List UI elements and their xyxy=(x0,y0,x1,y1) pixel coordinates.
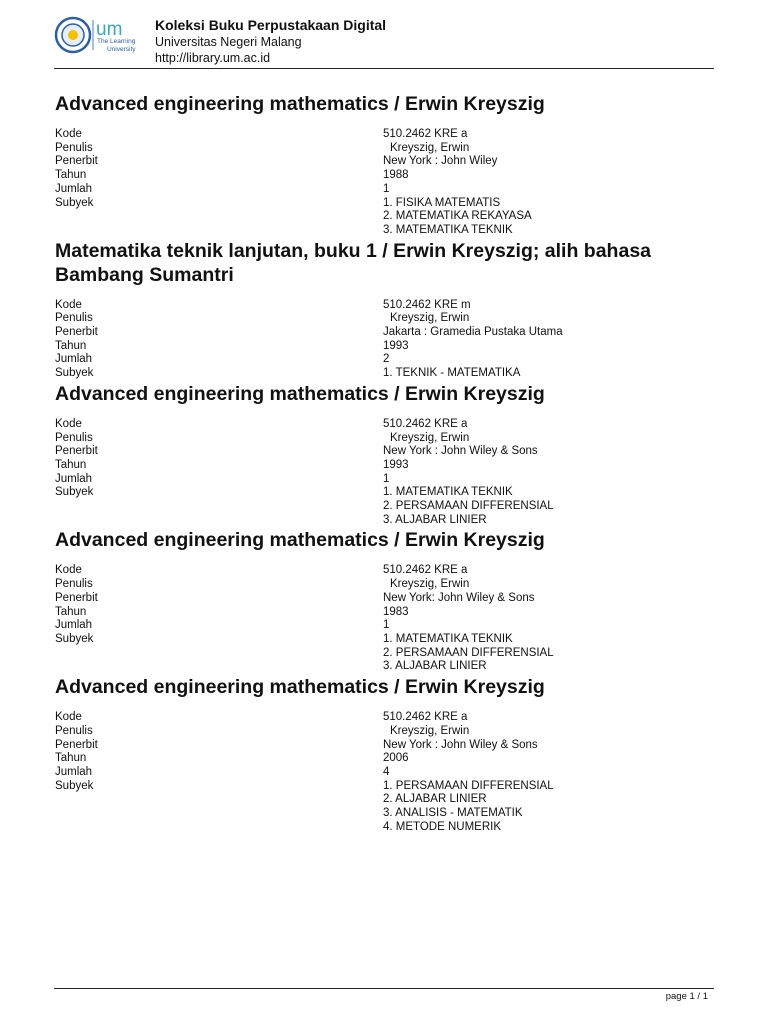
penulis-label: Penulis xyxy=(55,578,93,591)
field-penulis xyxy=(55,725,705,739)
collection-title: Koleksi Buku Perpustakaan Digital xyxy=(155,17,387,33)
penulis-label: Penulis xyxy=(55,312,93,325)
jumlah-label: Jumlah xyxy=(55,353,93,366)
field-jumlah xyxy=(55,766,705,780)
book-title: Matematika teknik lanjutan, buku 1 / Erwin Kreyszig; alih bahasa Bambang Sumantri xyxy=(55,239,652,286)
subyek-item: 3. ANALISIS - MATEMATIK xyxy=(383,807,523,820)
book-record xyxy=(55,92,705,238)
field-penulis xyxy=(55,312,705,326)
subyek-item: 1. MATEMATIKA TEKNIK xyxy=(383,486,513,499)
penerbit-value: New York : John Wiley & Sons xyxy=(383,738,538,751)
logo-letters: um xyxy=(96,19,123,40)
subyek-list xyxy=(383,633,705,674)
field-penulis xyxy=(55,142,705,156)
subyek-label: Subyek xyxy=(55,486,94,499)
kode-value: 510.2462 KRE m xyxy=(383,298,471,311)
university-name: Universitas Negeri Malang xyxy=(155,35,302,49)
field-tahun xyxy=(55,606,705,620)
kode-label: Kode xyxy=(55,417,82,430)
kode-value: 510.2462 KRE a xyxy=(383,128,468,140)
jumlah-value: 1 xyxy=(383,182,390,195)
subyek-label: Subyek xyxy=(55,632,94,645)
book-record xyxy=(55,528,705,674)
penulis-value: Kreyszig, Erwin xyxy=(390,141,470,154)
subyek-item: 4. METODE NUMERIK xyxy=(383,820,501,833)
book-title: Advanced engineering mathematics / Erwin Kreyszig xyxy=(55,529,545,552)
field-tahun xyxy=(55,752,705,766)
subyek-item: 1. TEKNIK - MATEMATIKA xyxy=(383,367,521,380)
um-logo xyxy=(54,16,148,54)
penerbit-value: New York: John Wiley & Sons xyxy=(383,591,535,604)
field-jumlah xyxy=(55,473,705,487)
logo-tagline-1: The Learning xyxy=(97,38,136,45)
penerbit-value: New York : John Wiley & Sons xyxy=(383,445,538,458)
page-header xyxy=(54,14,714,69)
tahun-value: 2006 xyxy=(383,752,409,765)
field-kode xyxy=(55,711,705,725)
jumlah-value: 2 xyxy=(383,353,390,366)
book-record xyxy=(55,382,705,528)
record-fields xyxy=(55,711,705,834)
field-tahun xyxy=(55,459,705,473)
library-url-link[interactable]: http://library.um.ac.id xyxy=(155,51,271,65)
page-footer xyxy=(54,988,714,1002)
subyek-item: 1. FISIKA MATEMATIS xyxy=(383,196,501,209)
field-kode xyxy=(55,299,705,313)
tahun-value: 1988 xyxy=(383,169,409,182)
field-tahun xyxy=(55,169,705,183)
record-fields xyxy=(55,128,705,238)
jumlah-label: Jumlah xyxy=(55,182,93,195)
jumlah-value: 4 xyxy=(383,765,390,778)
subyek-label: Subyek xyxy=(55,779,94,792)
kode-value: 510.2462 KRE a xyxy=(383,417,468,430)
tahun-label: Tahun xyxy=(55,339,87,352)
kode-label: Kode xyxy=(55,711,82,724)
subyek-label: Subyek xyxy=(55,367,94,380)
subyek-item: 3. ALJABAR LINIER xyxy=(383,660,487,673)
field-penulis xyxy=(55,578,705,592)
jumlah-value: 1 xyxy=(383,619,390,632)
subyek-item: 2. PERSAMAAN DIFFERENSIAL xyxy=(383,646,554,659)
subyek-list xyxy=(383,486,705,527)
field-penulis xyxy=(55,432,705,446)
subyek-item: 3. ALJABAR LINIER xyxy=(383,513,487,526)
book-title: Advanced engineering mathematics / Erwin Kreyszig xyxy=(55,93,545,115)
field-subyek xyxy=(55,780,705,835)
field-jumlah xyxy=(55,619,705,633)
kode-label: Kode xyxy=(55,298,82,311)
logo-tagline-2: University xyxy=(107,46,136,53)
field-kode xyxy=(55,418,705,432)
jumlah-label: Jumlah xyxy=(55,619,93,632)
jumlah-value: 1 xyxy=(383,472,390,485)
tahun-value: 1993 xyxy=(383,458,409,471)
subyek-item: 1. PERSAMAAN DIFFERENSIAL xyxy=(383,779,554,792)
subyek-item: 1. MATEMATIKA TEKNIK xyxy=(383,632,513,645)
book-title: Advanced engineering mathematics / Erwin Kreyszig xyxy=(55,382,545,405)
field-penerbit xyxy=(55,326,705,340)
field-kode xyxy=(55,564,705,578)
penerbit-label: Penerbit xyxy=(55,445,98,458)
tahun-value: 1993 xyxy=(383,339,409,352)
field-subyek xyxy=(55,633,705,674)
record-fields xyxy=(55,299,705,381)
subyek-item: 2. ALJABAR LINIER xyxy=(383,793,487,806)
record-list xyxy=(55,92,705,834)
tahun-value: 1983 xyxy=(383,605,409,618)
penulis-value: Kreyszig, Erwin xyxy=(390,431,470,444)
field-penerbit xyxy=(55,739,705,753)
penulis-value: Kreyszig, Erwin xyxy=(390,578,470,591)
penerbit-value: Jakarta : Gramedia Pustaka Utama xyxy=(383,326,563,339)
field-kode xyxy=(55,128,705,142)
field-jumlah xyxy=(55,353,705,367)
field-subyek xyxy=(55,367,705,381)
book-record xyxy=(55,239,705,381)
field-penerbit xyxy=(55,592,705,606)
field-subyek xyxy=(55,197,705,238)
subyek-list xyxy=(383,780,705,835)
penulis-label: Penulis xyxy=(55,141,93,154)
subyek-item: 2. MATEMATIKA REKAYASA xyxy=(383,210,532,223)
tahun-label: Tahun xyxy=(55,458,87,471)
kode-value: 510.2462 KRE a xyxy=(383,711,468,724)
field-subyek xyxy=(55,486,705,527)
tahun-label: Tahun xyxy=(55,752,87,765)
penulis-label: Penulis xyxy=(55,724,93,737)
book-title: Advanced engineering mathematics / Erwin Kreyszig xyxy=(55,676,545,699)
kode-label: Kode xyxy=(55,564,82,577)
penerbit-label: Penerbit xyxy=(55,738,98,751)
page-number: page 1 / 1 xyxy=(665,991,708,1002)
subyek-label: Subyek xyxy=(55,196,94,209)
subyek-list xyxy=(383,367,705,381)
penerbit-label: Penerbit xyxy=(55,326,98,339)
record-fields xyxy=(55,564,705,674)
kode-label: Kode xyxy=(55,128,82,140)
penerbit-label: Penerbit xyxy=(55,591,98,604)
field-penerbit xyxy=(55,445,705,459)
field-tahun xyxy=(55,340,705,354)
kode-value: 510.2462 KRE a xyxy=(383,564,468,577)
field-jumlah xyxy=(55,183,705,197)
header-text xyxy=(155,16,386,66)
penulis-value: Kreyszig, Erwin xyxy=(390,724,470,737)
subyek-item: 2. PERSAMAAN DIFFERENSIAL xyxy=(383,500,554,513)
book-record xyxy=(55,675,705,834)
penerbit-value: New York : John Wiley xyxy=(383,155,498,168)
jumlah-label: Jumlah xyxy=(55,765,93,778)
penerbit-label: Penerbit xyxy=(55,155,98,168)
penulis-value: Kreyszig, Erwin xyxy=(390,312,470,325)
tahun-label: Tahun xyxy=(55,169,87,182)
subyek-list xyxy=(383,197,705,238)
jumlah-label: Jumlah xyxy=(55,472,93,485)
subyek-item: 3. MATEMATIKA TEKNIK xyxy=(383,223,513,236)
tahun-label: Tahun xyxy=(55,605,87,618)
penulis-label: Penulis xyxy=(55,431,93,444)
field-penerbit xyxy=(55,155,705,169)
record-fields xyxy=(55,418,705,528)
